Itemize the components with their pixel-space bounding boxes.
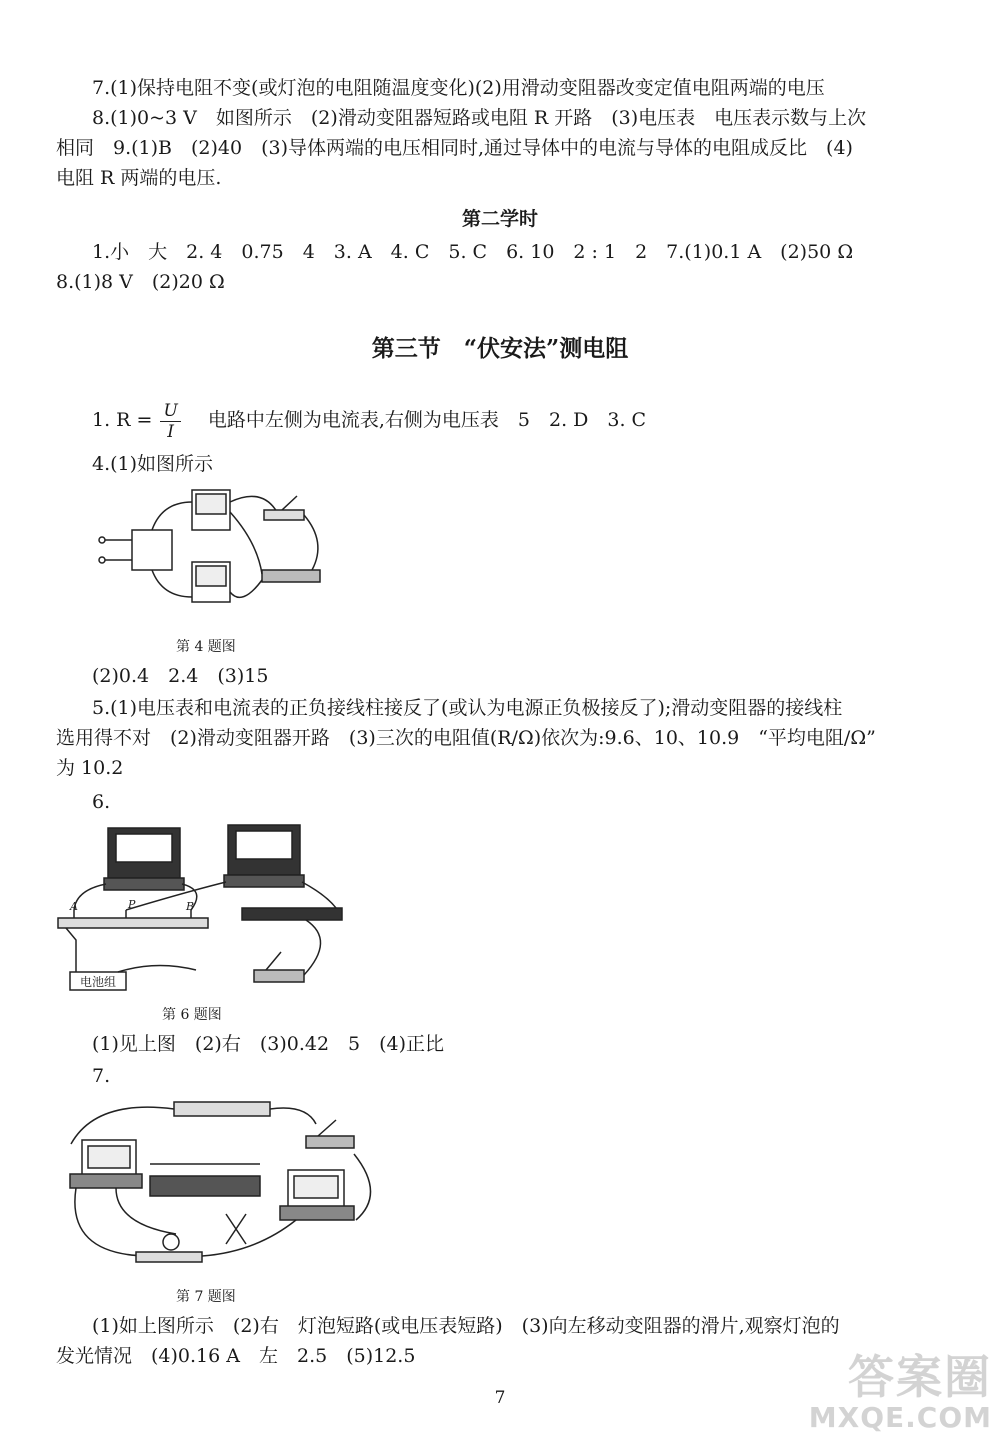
figure-7-circuit (56, 1094, 376, 1278)
figure-7-caption: 第 7 题图 (176, 1289, 236, 1305)
answer-line-formula (92, 398, 646, 442)
answer-line-9-cont: 电阻 R 两端的电压. (56, 167, 222, 189)
section-title: 第三节 “伏安法”测电阻 (371, 335, 629, 362)
answer-line-6: 6. (92, 791, 111, 813)
figure-6-caption: 第 6 题图 (162, 1007, 222, 1023)
answer-line-4: 4.(1)如图所示 (92, 453, 214, 475)
formula-numerator: U (160, 401, 180, 422)
formula-prefix: 1. R = (92, 409, 153, 431)
answer-line-7: 7.(1)保持电阻不变(或灯泡的电阻随温度变化)(2)用滑动变阻器改变定值电阻两端的电压 (92, 77, 825, 99)
figure-6-battery-label: 电池组 (80, 975, 117, 989)
answer-line-7-results: (1)如上图所示 (2)右 灯泡短路(或电压表短路) (3)向左移动变阻器的滑片,观察灯泡的 (92, 1315, 840, 1337)
answer-line-8-cont: 相同 9.(1)B (2)40 (3)导体两端的电压相同时,通过导体中的电流与导体的电阻成反比 (4) (56, 137, 853, 159)
page-number: 7 (494, 1388, 506, 1408)
answer-line-session2: 1.小 大 2. 4 0.75 4 3. A 4. C 5. C 6. 10 2 : 1 2 7.(1)0.1 A (2)50 Ω (92, 241, 854, 263)
answer-line-4-2: (2)0.4 2.4 (3)15 (92, 665, 269, 687)
watermark-logo-text: 答案圈 (848, 1350, 992, 1404)
formula-rest: 电路中左侧为电流表,右侧为电压表 5 2. D 3. C (188, 409, 647, 431)
answer-line-8: 8.(1)0~3 V 如图所示 (2)滑动变阻器短路或电阻 R 开路 (3)电压表 电压表示数与上次 (92, 107, 867, 129)
answer-line-session2-cont: 8.(1)8 V (2)20 Ω (56, 271, 225, 293)
subsection-title: 第二学时 (461, 208, 538, 230)
watermark-url: MXQE.COM (808, 1401, 992, 1434)
figure-6-label-a: A (70, 900, 78, 913)
figure-6-label-p: P (128, 898, 136, 911)
formula-fraction (160, 401, 180, 442)
watermark (809, 1341, 992, 1434)
answer-line-7-results-cont: 发光情况 (4)0.16 A 左 2.5 (5)12.5 (56, 1345, 416, 1367)
answer-line-7-header: 7. (92, 1065, 111, 1087)
figure-6-circuit (56, 820, 356, 1000)
formula-denominator: I (167, 421, 174, 442)
figure-4-caption: 第 4 题图 (176, 639, 236, 655)
figure-4-circuit (92, 482, 342, 612)
answer-line-5: 5.(1)电压表和电流表的正负接线柱接反了(或认为电源正负极接反了);滑动变阻器的接线柱 (92, 697, 843, 719)
answer-line-5-cont2: 为 10.2 (56, 757, 124, 779)
answer-line-6-results: (1)见上图 (2)右 (3)0.42 5 (4)正比 (92, 1033, 445, 1055)
figure-6-label-b: B (186, 900, 195, 913)
answer-line-5-cont: 选用得不对 (2)滑动变阻器开路 (3)三次的电阻值(R/Ω)依次为:9.6、10、10.9 “平均电阻/Ω” (56, 727, 876, 749)
